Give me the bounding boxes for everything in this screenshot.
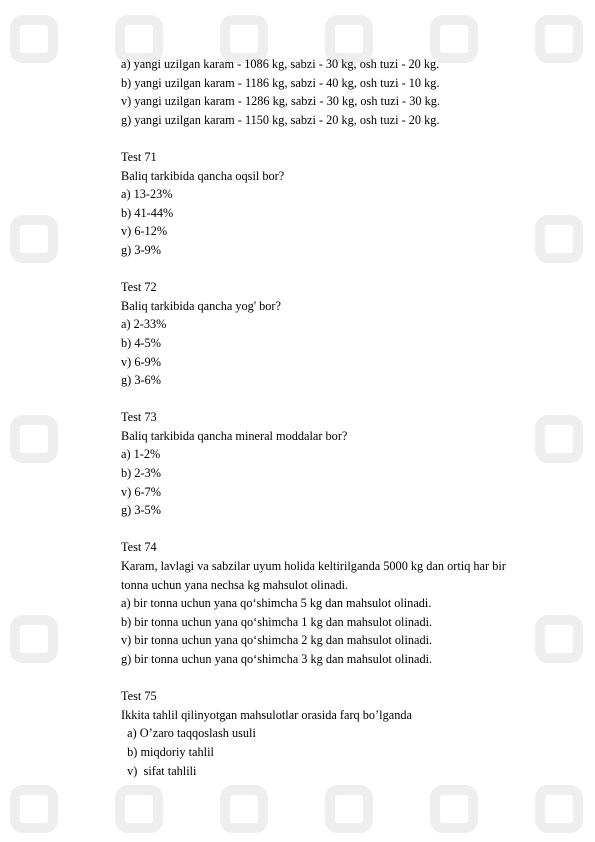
test-title: Test 73 bbox=[121, 410, 157, 425]
test-75 bbox=[121, 687, 581, 780]
option-v: v) 6-7% bbox=[121, 484, 161, 499]
test-question: Baliq tarkibida qancha yog' bor? bbox=[121, 298, 281, 313]
option-g: g) 3-6% bbox=[121, 373, 161, 388]
option-b: b) 4-5% bbox=[121, 335, 161, 350]
document-body bbox=[121, 55, 581, 780]
test-71 bbox=[121, 148, 581, 260]
option-b: b) bir tonna uchun yana qo‘shimcha 1 kg dan mahsulot olinadi. bbox=[121, 614, 433, 629]
option-a: a) O’zaro taqqoslash usuli bbox=[121, 726, 256, 741]
test-title: Test 74 bbox=[121, 540, 157, 555]
test-title: Test 75 bbox=[121, 689, 157, 704]
option-a: a) yangi uzilgan karam - 1086 kg, sabzi - 30 kg, osh tuzi - 20 kg. bbox=[121, 57, 440, 71]
option-g: g) yangi uzilgan karam - 1150 kg, sabzi - 20 kg, osh tuzi - 20 kg. bbox=[121, 112, 440, 127]
option-g: g) 3-5% bbox=[121, 503, 161, 518]
test-title: Test 71 bbox=[121, 149, 157, 164]
test-73 bbox=[121, 408, 581, 520]
option-v: v) sifat tahlili bbox=[121, 763, 197, 778]
spacer bbox=[121, 520, 581, 539]
test-title: Test 72 bbox=[121, 280, 157, 295]
test-question: Ikkita tahlil qilinyotgan mahsulotlar orasida farq bo’lganda bbox=[121, 707, 412, 722]
spacer bbox=[121, 260, 581, 279]
option-g: g) bir tonna uchun yana qo‘shimcha 3 kg dan mahsulot olinadi. bbox=[121, 652, 433, 666]
test-question: Baliq tarkibida qancha mineral moddalar bor? bbox=[121, 428, 348, 443]
option-v: v) bir tonna uchun yana qo‘shimcha 2 kg dan mahsulot olinadi. bbox=[121, 633, 433, 648]
option-v: v) 6-9% bbox=[121, 354, 161, 369]
spacer bbox=[121, 129, 581, 148]
spacer bbox=[121, 669, 581, 688]
option-b: b) 41-44% bbox=[121, 205, 174, 220]
test-question: Baliq tarkibida qancha oqsil bor? bbox=[121, 168, 285, 183]
spacer bbox=[121, 390, 581, 409]
option-b: b) yangi uzilgan karam - 1186 kg, sabzi - 40 kg, osh tuzi - 10 kg. bbox=[121, 75, 440, 90]
option-a: a) bir tonna uchun yana qo‘shimcha 5 kg dan mahsulot olinadi. bbox=[121, 596, 432, 611]
option-a: a) 1-2% bbox=[121, 447, 161, 462]
option-b: b) miqdoriy tahlil bbox=[121, 744, 214, 759]
option-v: v) 6-12% bbox=[121, 224, 168, 239]
option-a: a) 13-23% bbox=[121, 187, 173, 202]
option-a: a) 2-33% bbox=[121, 317, 167, 332]
test-question-line-2: tonna uchun yana nechsa kg mahsulot olinadi. bbox=[121, 577, 349, 592]
option-v: v) yangi uzilgan karam - 1286 kg, sabzi - 30 kg, osh tuzi - 30 kg. bbox=[121, 94, 440, 109]
test-72 bbox=[121, 278, 581, 390]
option-b: b) 2-3% bbox=[121, 466, 161, 481]
previous-question-options bbox=[121, 55, 581, 129]
test-question-line-1: Karam, lavlagi va sabzilar uyum holida keltirilganda 5000 kg dan ortiq har bir bbox=[121, 559, 506, 574]
option-g: g) 3-9% bbox=[121, 242, 161, 257]
test-74 bbox=[121, 538, 581, 668]
